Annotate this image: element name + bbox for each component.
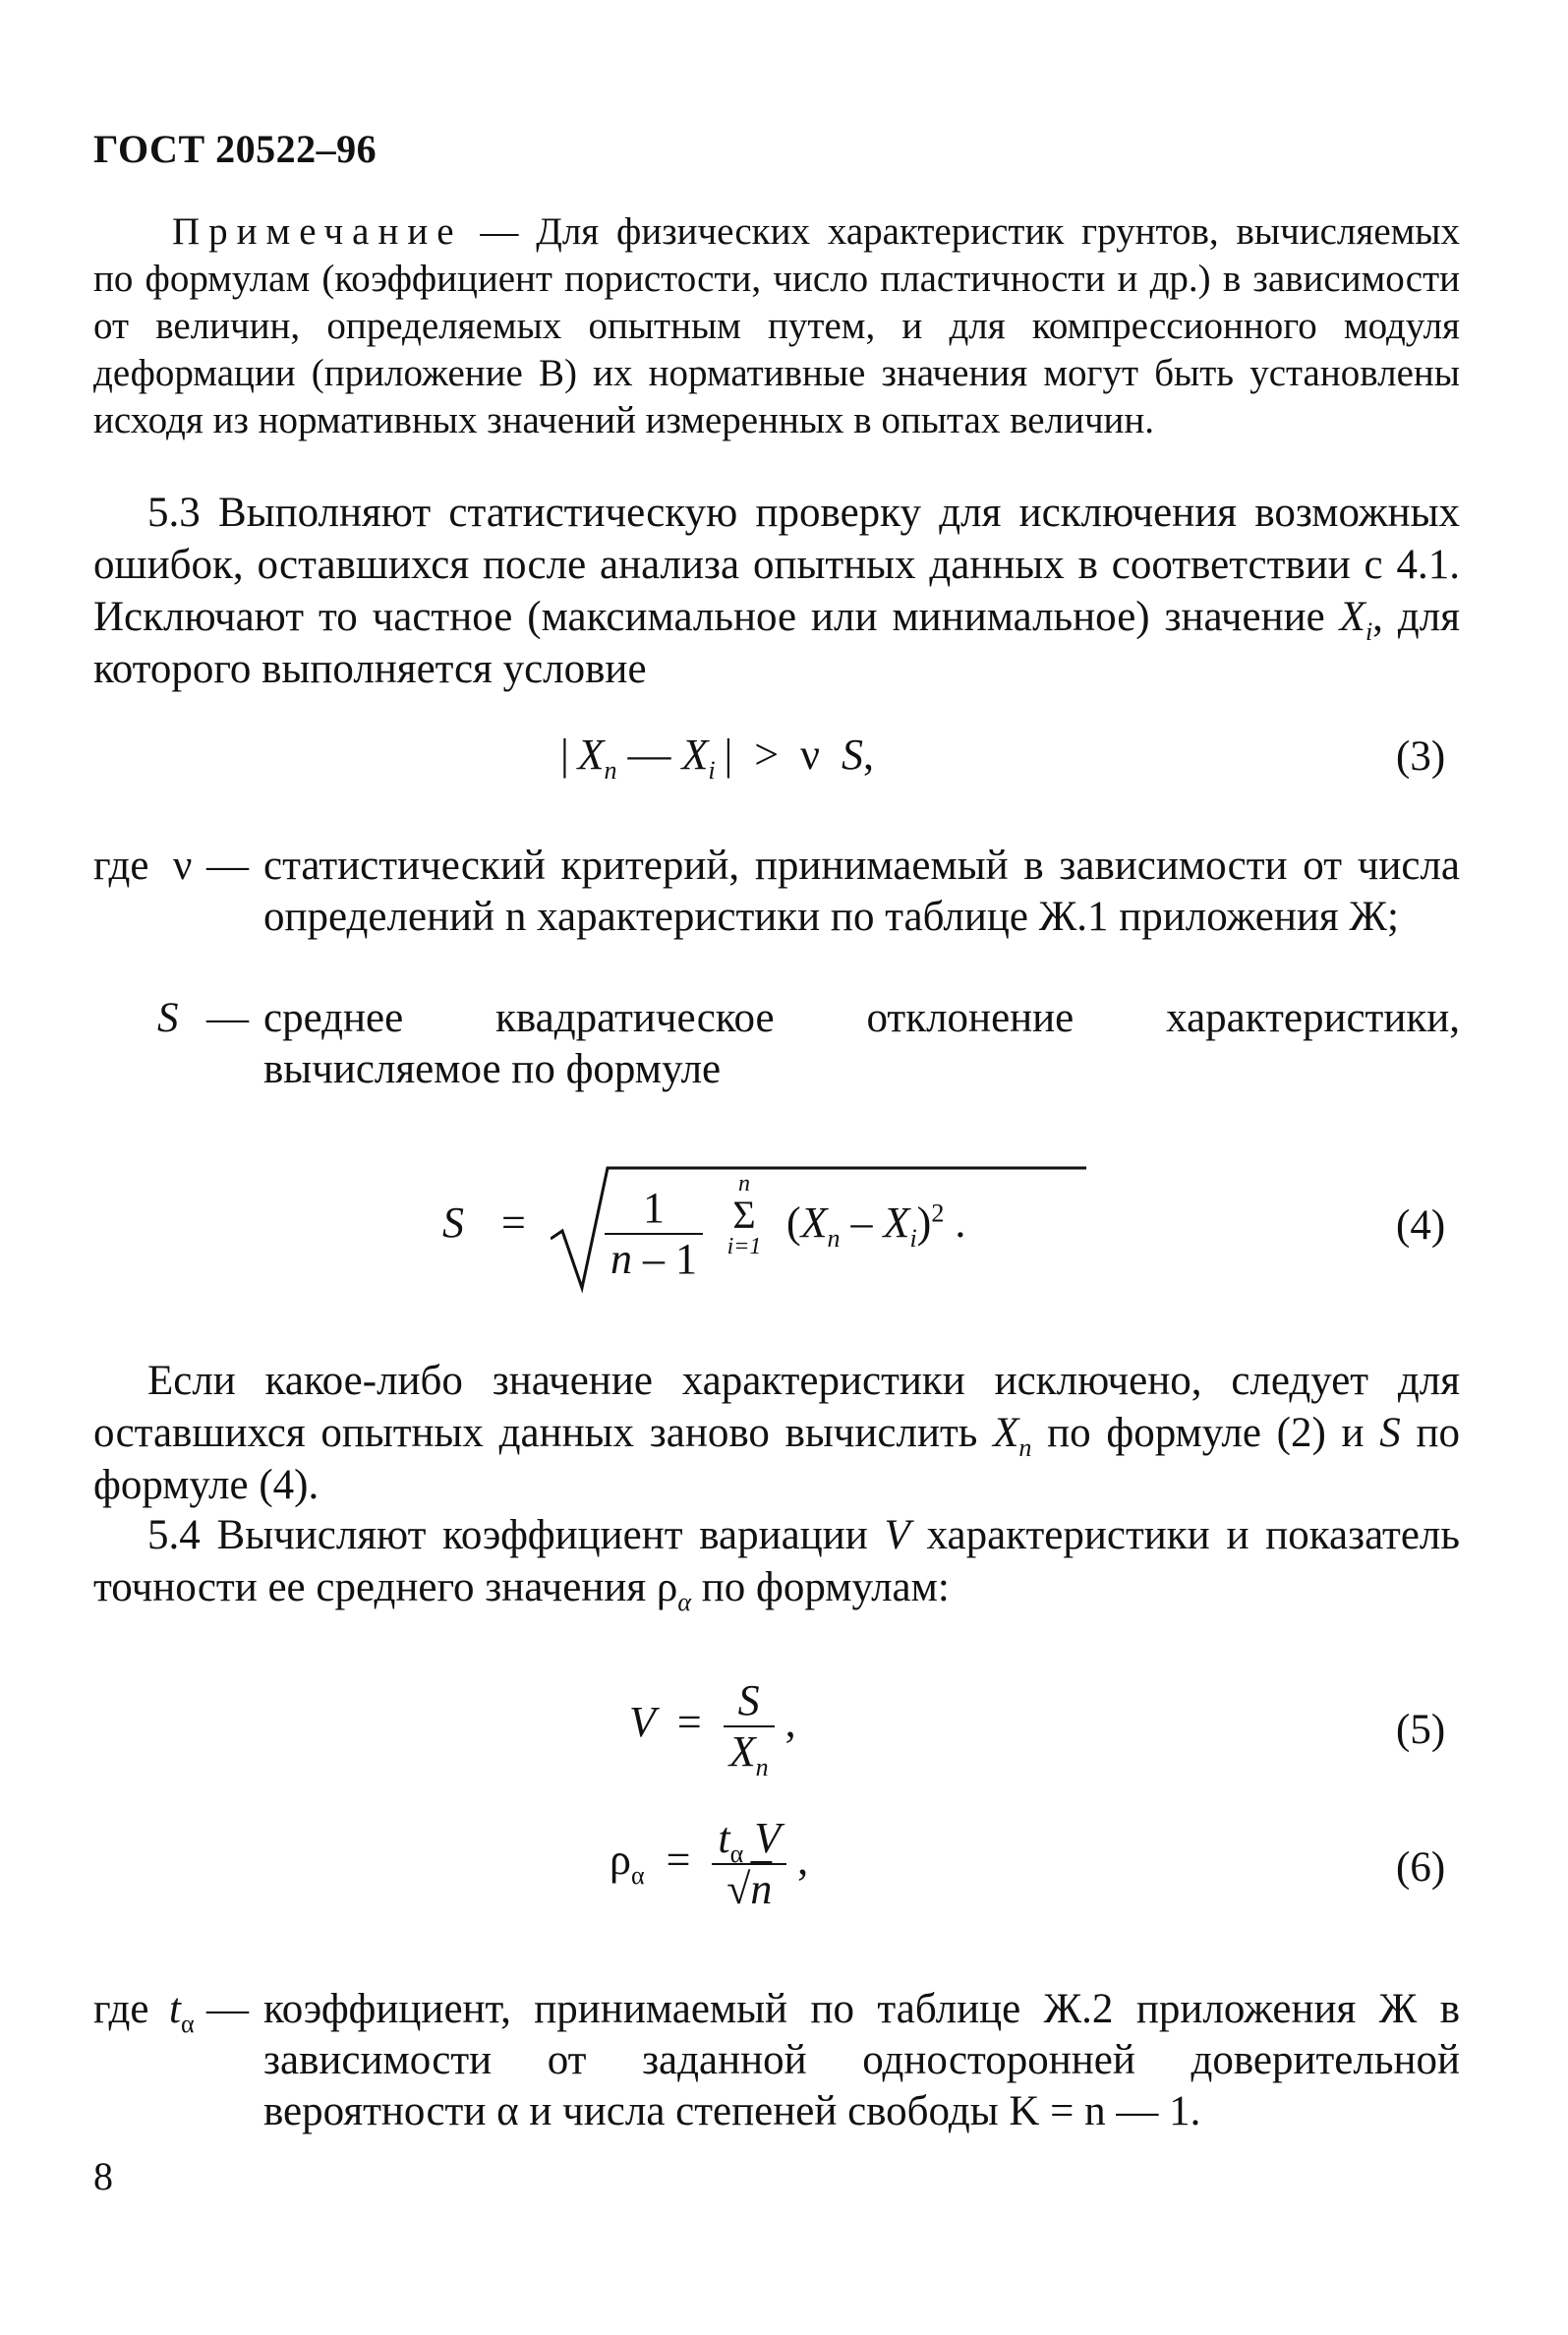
definition-t-alpha: коэффициент, принимаемый по таблице Ж.2 приложения Ж в зависимости от заданной односторонней доверительной вероятности α и числа степеней свободы K = n — 1.	[263, 1986, 1460, 2134]
where-prefix: где	[93, 843, 149, 889]
section-5-4: 5.4 Вычисляют коэффициент вариации V характеристики и показатель точности ее среднего значения $\rho_\alpha$ по формулам:	[93, 1512, 1460, 1616]
note-paragraph: Примечание — Для физических характеристик грунтов, вычисляемых по формулам (коэффициент пористости, число пластичности и др.) в зависимости от величин, определяемых опытным путем, и для компрессионного модуля деформации (приложение В) их нормативные значения могут быть установлены исходя из нормативных значений измеренных в опытах величин.	[93, 210, 1461, 441]
equation-3-number: (3)	[1396, 733, 1446, 780]
term-nu: ν	[173, 843, 193, 889]
sum-symbol: n Σ i=1	[726, 1171, 762, 1259]
equation-5: V = $\frac{S}{X_n}$ ,	[629, 1676, 796, 1781]
equation-6: $\rho_\alpha$ = $\frac{t_\alpha V}{√n}$ ,	[610, 1814, 809, 1913]
paragraph-exclusion: Если какое-либо значение характеристики исключено, следует для оставшихся опытных данных заново вычислить $X_n$ по формуле (2) и S по формуле (4).	[93, 1358, 1460, 1508]
note-text: Для физических характеристик грунтов, вычисляемых по формулам (коэффициент пористости, число пластичности и др.) в зависимости от величин, определяемых опытным путем, и для компрессионного модуля деформации (приложение В) их нормативные значения могут быть установлены исходя из нормативных значений измеренных в опытах величин.	[93, 210, 1461, 441]
definitions-block-1: где ν — статистический критерий, принимаемый в зависимости от числа определений n характеристики по таблице Ж.1 приложения Ж; S — среднее квадратическое отклонение характеристики, вычисляемое по формуле	[0, 0, 1568, 1]
definition-s: среднее квадратическое отклонение характеристики, вычисляемое по формуле	[263, 995, 1460, 1092]
definitions-block-2: где $t_\alpha$ — коэффициент, принимаемый по таблице Ж.2 приложения Ж в зависимости от заданной односторонней доверительной вероятности α и числа степеней свободы K = n — 1.	[0, 0, 1568, 1]
fraction-1-over-n-1: $\frac{1}{n - 1}$	[605, 1184, 703, 1284]
term-s: S	[157, 995, 179, 1041]
definition-nu: статистический критерий, принимаемый в зависимости от числа определений n характеристики по таблице Ж.1 приложения Ж;	[263, 843, 1460, 940]
term-t-alpha: $t_\alpha$	[169, 1986, 195, 2038]
equation-6-number: (6)	[1396, 1844, 1446, 1891]
equation-4: S = $\frac{1}{n - 1}$ n Σ i=1 $(X_n - X_i)^2$ .	[442, 1160, 1081, 1298]
equation-3: | $X_n$ — $X_i$ | > ν S,	[560, 730, 874, 785]
where-prefix-2: где	[93, 1986, 149, 2032]
page-number: 8	[93, 2154, 113, 2198]
section-5-3: 5.3 Выполняют статистическую проверку для исключения возможных ошибок, оставшихся после анализа опытных данных в соответствии с 4.1. Исключают то частное (максимальное или минимальное) значение $X_i$, для которого выполняется условие	[93, 490, 1460, 692]
equation-5-number: (5)	[1396, 1707, 1446, 1753]
equation-4-number: (4)	[1396, 1202, 1446, 1249]
document-header: ГОСТ 20522–96	[93, 127, 377, 171]
note-label: Примечание	[172, 210, 463, 253]
